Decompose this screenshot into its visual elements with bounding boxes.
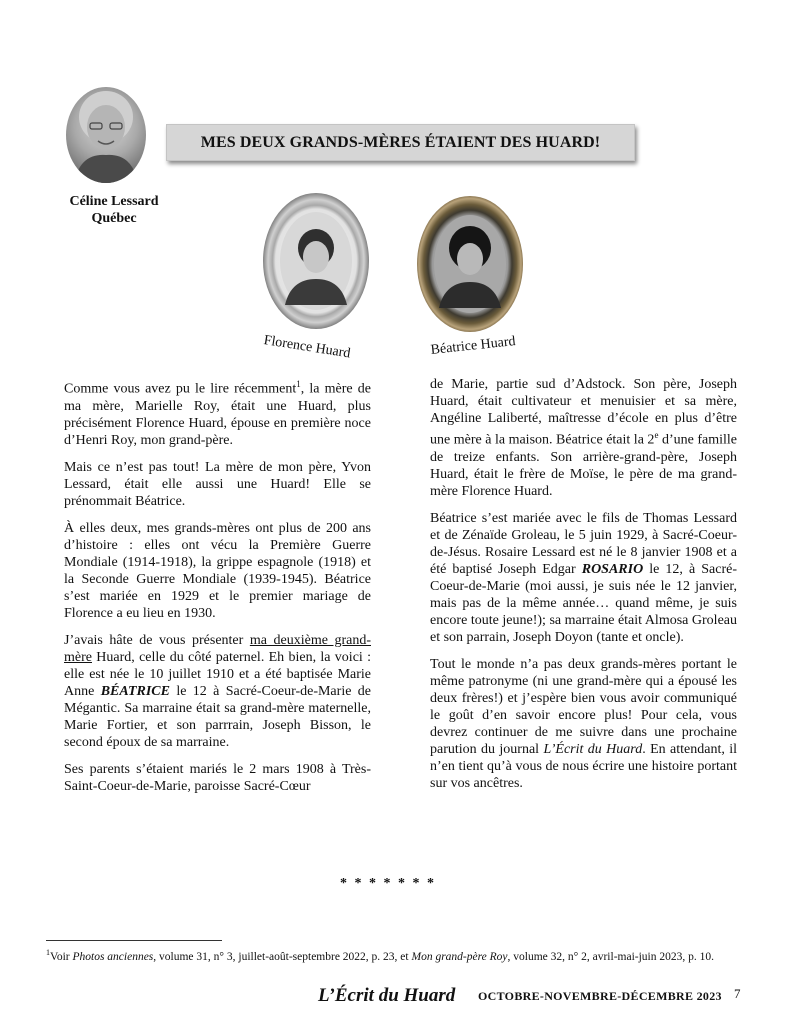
paragraph: J’avais hâte de vous présenter ma deuxième grand-mère Huard, celle du côté paternel. Eh bien, la voici : elle est née le 10 juillet 1910 et a été baptisée Marie Anne BÉATRICE le 12 à Sacré-Coeur-de-Marie de Mégantic. Sa marraine était sa grand-mère maternelle, Marie Fortier, et son parrrain, Joseph Bisson, le second époux de sa marraine. <box>64 632 372 750</box>
article-title-box <box>166 124 635 161</box>
florence-caption: Florence Huard <box>262 333 352 362</box>
author-portrait-icon <box>66 87 146 183</box>
page-number: 7 <box>734 986 741 1001</box>
journal-brand: L’Écrit du Huard <box>318 985 456 1006</box>
paragraph: Mais ce n’est pas tout! La mère de mon père, Yvon Lessard, était elle aussi une Huard! Elle se prénommait Béatrice. <box>64 459 371 509</box>
paragraph: À elles deux, mes grands-mères ont plus de 200 ans d’histoire : elles ont vécu la Première Guerre Mondiale (1914-1918), la grippe espagnole (1918) et la Seconde Guerre Mondiale (1939-1945). Béatrice s’est mariée en 1929 et le premier mariage de Florence a eu lieu en 1930. <box>64 520 371 621</box>
paragraph: Béatrice s’est mariée avec le fils de Thomas Lessard et de Zénaïde Groleau, le 5 juin 1929, à Sacré-Coeur-de-Jésus. Rosaire Lessard est né le 8 janvier 1908 et a été baptisé Joseph Edgar ROSARIO le 12, à Sacré-Coeur-de-Marie (moi aussi, je suis née le 12 janvier, mais pas de la même année… quand même, je suis encore toute jeune!); sa marraine était Almosa Groleau et son parrain, Joseph Doyon (tante et oncle). <box>430 510 737 645</box>
beatrice-caption: Béatrice Huard <box>430 334 517 358</box>
portrait-frame-beatrice <box>417 196 523 332</box>
beatrice-portrait-icon <box>417 196 523 332</box>
section-separator: * * * * * * * <box>340 876 436 891</box>
portrait-frame-florence <box>263 193 369 329</box>
paragraph: Comme vous avez pu le lire récemment$^1$, la mère de ma mère, Marielle Roy, était une Huard, plus précisément Florence Huard, épouse en première noce d’Henri Roy, mon grand-père. <box>64 379 372 448</box>
author-byline <box>44 193 184 227</box>
florence-portrait-icon <box>263 193 369 329</box>
paragraph: Ses parents s’étaient mariés le 2 mars 1908 à Très-Saint-Coeur-de-Marie, paroisse Sacré-Cœur <box>64 761 371 794</box>
article-title: MES DEUX GRANDS-MÈRES ÉTAIENT DES HUARD! <box>200 133 601 151</box>
author-name: Céline Lessard <box>69 194 159 209</box>
left-column <box>64 376 371 805</box>
author-photo <box>66 87 146 183</box>
footnote: $^1$Voir Photos anciennes, volume 31, n° 3, juillet-août-septembre 2022, p. 23, et Mon grand-père Roy, volume 32, n° 2, avril-mai-juin 2023, p. 10. <box>46 948 714 963</box>
issue-date: OCTOBRE-NOVEMBRE-DÉCEMBRE 2023 <box>478 989 722 1003</box>
footnote-rule <box>46 940 222 941</box>
paragraph: Tout le monde n’a pas deux grands-mères portant le même patronyme (ni une grand-mère qui a épousé les deux frères!) et j’espère bien vous avoir communiqué le goût d’en savoir encore plus! Pour cela, vous devrez continuer de me suivre dans une prochaine parution du journal L’Écrit du Huard. En attendant, il n’en tient qu’à vous de nous écrire une histoire portant sur vos ancêtres. <box>430 656 737 791</box>
right-column <box>430 376 737 802</box>
author-city: Québec <box>91 211 137 226</box>
paragraph: de Marie, partie sud d’Adstock. Son père, Joseph Huard, était cultivateur et menuisier et sa mère, Angéline Laliberté, maîtresse d’école en plus d’être une mère à la maison. Béatrice était la 2e d’une famille de treize enfants. Son arrière-grand-père, Joseph Huard, était le frère de Moïse, le père de ma grand-mère Florence Huard. <box>430 377 737 499</box>
